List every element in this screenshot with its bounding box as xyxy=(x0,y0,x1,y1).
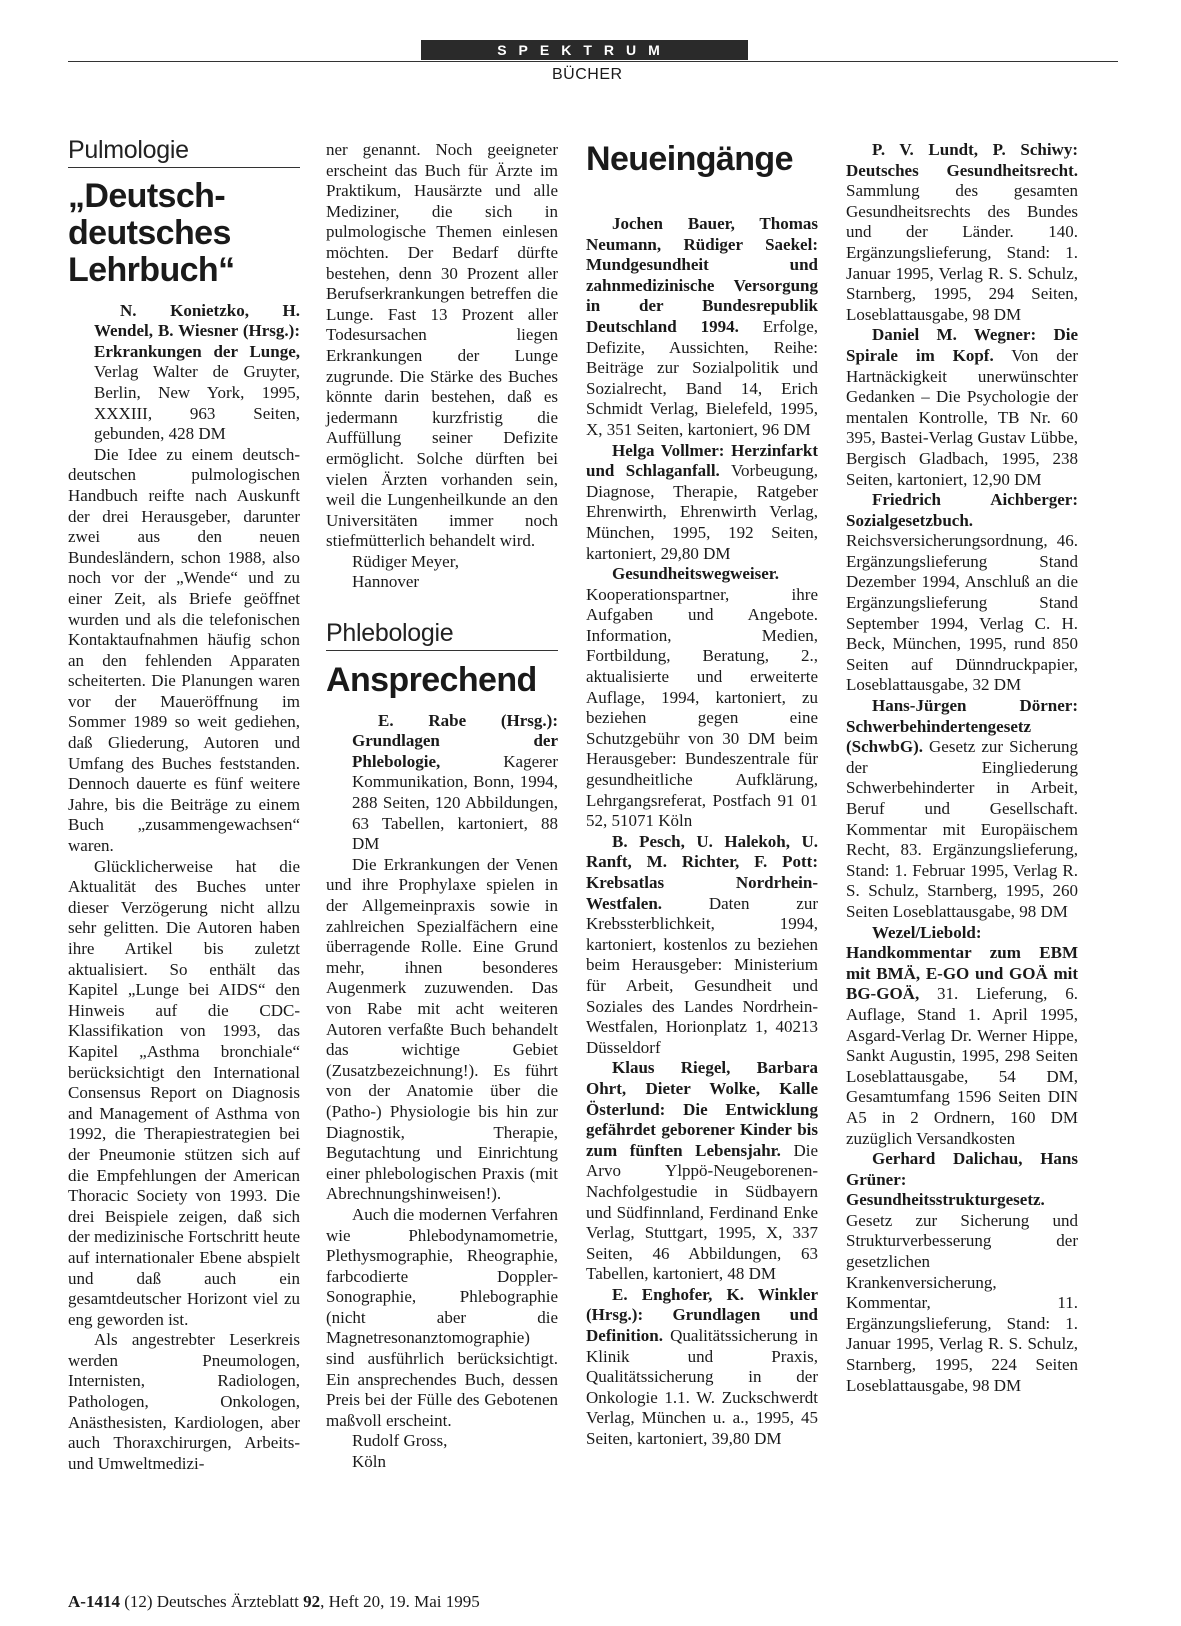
entry-title: Wezel/Liebold: Handkommentar zum EBM mit BMÄ, E-GO und GOÄ mit BG-GOÄ, xyxy=(846,922,1078,1004)
entry-title: Gerhard Dalichau, Hans Grüner: Gesundheitsstrukturgesetz. xyxy=(846,1149,1078,1210)
entry-title: Gesundheitswegweiser. xyxy=(612,564,780,584)
reviewer-name: Rudolf Gross, xyxy=(352,1431,448,1451)
book-reference xyxy=(326,711,558,855)
list-item xyxy=(586,214,818,441)
issue-date: , Heft 20, 19. Mai 1995 xyxy=(320,1592,480,1611)
entry-details: Gesetz zur Sicherung der Eingliederung Schwerbehinderter in Arbeit, Beruf und Gesellschaft. Kommentar mit Europäischem Recht, 83. Ergänzungslieferung, Stand: 1. Februar 1995, Verlag R. S. Schulz, Starnberg, 1995, 260 Seiten Loseblattausgabe, 98 DM xyxy=(846,737,1078,921)
column-3 xyxy=(586,140,818,1450)
book-reference-bold: E. Rabe (Hrsg.): Grundlagen der Phlebologie, xyxy=(352,710,558,771)
entry-details: Gesetz zur Sicherung und Strukturverbesserung der gesetzlichen Krankenversicherung, Kommentar, 11. Ergänzungslieferung, Stand: 1. Januar 1995, Verlag R. S. Schulz, Starnberg, 1995, 224 Seiten Loseblattausgabe, 98 DM xyxy=(846,1210,1078,1395)
volume-number: 92 xyxy=(303,1592,321,1611)
page-footer xyxy=(68,1592,480,1612)
entry-details: Vorbeugung, Diagnose, Therapie, Ratgeber Ehrenwirth, Ehrenwirth Verlag, München, 1995, 192 Seiten, kartoniert, 29,80 DM xyxy=(586,461,818,563)
kicker-phlebologie: Phlebologie xyxy=(326,623,558,651)
entry-details: Qualitätssicherung in Klinik und Praxis, Qualitätssicherung in der Onkologie 1.1. W. Zuckschwerdt Verlag, München u. a., 1995, 45 Seiten, kartoniert, 39,80 DM xyxy=(586,1326,818,1449)
reviewer-city: Köln xyxy=(352,1452,386,1472)
entry-details: Daten zur Krebssterblichkeit, 1994, kartoniert, kostenlos zu beziehen beim Herausgeber: Ministerium für Arbeit, Gesundheit und Soziales des Landes Nordrhein-Westfalen, Horionplatz 1, 40213 Düsseldorf xyxy=(586,893,818,1057)
book-reference-bold: N. Konietzko, H. Wendel, B. Wiesner (Hrsg.): Erkrankungen der Lunge, xyxy=(94,300,300,361)
page-number: A-1414 xyxy=(68,1592,120,1611)
entry-details: Von der Hartnäckigkeit unerwünschter Gedanken – Die Psychologie der mentalen Kontrolle, TB Nr. 60 395, Bastei-Verlag Gustav Lübbe, Bergisch Gladbach, 1995, 238 Seiten, kartoniert, 12,90 DM xyxy=(846,345,1078,489)
list-item xyxy=(586,441,818,565)
section-headline: Neueingänge xyxy=(586,140,793,178)
list-item xyxy=(846,696,1078,923)
column-1 xyxy=(68,136,300,1474)
paragraph: Die Erkrankungen der Venen und ihre Prophylaxe spielen in der Allgemeinpraxis sowie in zahlreichen Spezialfächern eine überragende Rolle. Eine Grund mehr, ihnen besonderes Augenmerk zuzuwenden. Das von Rabe mit acht weiteren Autoren verfaßte Buch behandelt das wichtige Gebiet (Zusatzbezeichnung!). Es führt von der Anatomie über die (Patho-) Physiologie bis hin zur Diagnostik, Therapie, Begutachtung und Einrichtung einer phlebologischen Praxis (mit Abrechnungshinweisen!). xyxy=(326,854,558,1204)
reviewer-city: Hannover xyxy=(352,572,420,592)
entry-title: B. Pesch, U. Halekoh, U. Ranft, M. Richter, F. Pott: Krebsatlas Nordrhein-Westfalen. xyxy=(586,831,818,913)
entry-title: Klaus Riegel, Barbara Ohrt, Dieter Wolke, Kalle Österlund: Die Entwicklung gefährdet geborener Kinder bis zum fünften Lebensjahr. xyxy=(586,1058,818,1160)
paragraph: ner genannt. Noch geeigneter erscheint das Buch für Ärzte im Praktikum, Hausärzte und alle Mediziner, die sich in pulmologische Themen einlesen möchten. Der Bedarf dürfte bestehen, denn 30 Prozent aller Berufserkrankungen betreffen die Lunge. Fast 13 Prozent aller Todesursachen liegen Erkrankungen der Lunge zugrunde. Die Stärke des Buches könnte darin bestehen, daß es jedermann kurzfristig die Auffüllung seiner Defizite ermöglicht. Solche dürften bei vielen Ärzten vorhanden sein, weil die Lungenheilkunde an den Universitäten immer noch stiefmütterlich behandelt wird. xyxy=(326,140,558,551)
column-2 xyxy=(326,140,558,1473)
reviewer-name: Rüdiger Meyer, xyxy=(352,551,459,571)
list-item xyxy=(846,1149,1078,1396)
book-reference-details: Kagerer Kommunikation, Bonn, 1994, 288 Seiten, 120 Abbildungen, 63 Tabellen, kartoniert, 88 DM xyxy=(352,751,558,854)
paragraph: Glücklicherweise hat die Aktualität des Buches unter dieser Verzögerung nicht allzu sehr gelitten. Die Autoren haben ihre Artikel bis zuletzt aktualisiert. So enthält das Kapitel „Lunge bei AIDS“ den Hinweis auf die CDC-Klassifikation von 1993, das Kapitel „Asthma bronchiale“ berücksichtigt den International Consensus Report on Diagnosis and Management of Asthma von 1992, die Therapiestrategien bei der Pneumonie stützen sich auf die Empfehlungen der American Thoracic Society von 1993. Die drei Beispiele zeigen, daß sich der medizinische Fortschritt heute auf internationaler Ebene abspielt und daß auch ein gesamtdeutscher Horizont viel zu eng geworden ist. xyxy=(68,856,300,1329)
article-headline: „Deutsch-deutsches Lehrbuch“ xyxy=(68,176,235,289)
journal-name: (12) Deutsches Ärzteblatt xyxy=(119,1592,304,1611)
list-item xyxy=(586,832,818,1059)
paragraph: Die Idee zu einem deutsch-deutschen pulmologischen Handbuch reifte nach Auskunft der drei Herausgeber, darunter zwei aus den neuen Bundesländern, schon 1988, also noch vor der „Wende“ und zu einer Zeit, als Briefe geöffnet wurden und als die telefonischen Kontaktaufnahmen häufig schon an den fehlenden Apparaten scheiterten. Die Planungen waren vor der Maueröffnung im Sommer 1989 so weit gediehen, daß Gliederung, Autoren und Umfang des Buches feststanden. Dennoch dauerte es fünf weitere Jahre, bis die Beiträge zu einem Buch „zusammengewachsen“ waren. xyxy=(68,444,300,856)
list-item xyxy=(846,140,1078,325)
entry-title: E. Enghofer, K. Winkler (Hrsg.): Grundlagen und Definition. xyxy=(586,1284,818,1346)
entry-details: Die Arvo Ylppö-Neugeborenen-Nachfolgestudie in Südbayern und Südfinnland, Ferdinand Enke Verlag, Stuttgart, 1995, X, 337 Seiten, 46 Abbildungen, 63 Tabellen, kartoniert, 48 DM xyxy=(586,1140,818,1284)
entry-title: Friedrich Aichberger: Sozialgesetzbuch. xyxy=(846,490,1078,530)
entry-title: Helga Vollmer: Herzinfarkt und Schlaganfall. xyxy=(586,440,818,481)
list-item xyxy=(846,490,1078,696)
list-item xyxy=(586,1285,818,1450)
new-arrivals-list xyxy=(586,214,818,1450)
list-item xyxy=(846,923,1078,1150)
entry-title: Hans-Jürgen Dörner: Schwerbehindertengesetz (SchwbG). xyxy=(846,696,1078,757)
list-item xyxy=(586,1058,818,1285)
article-headline: Ansprechend xyxy=(326,660,537,699)
header-rule xyxy=(68,61,1118,62)
kicker-pulmologie: Pulmologie xyxy=(68,140,300,168)
book-reference-details: Verlag Walter de Gruyter, Berlin, New York, 1995, XXXIII, 963 Seiten, gebunden, 428 DM xyxy=(94,362,300,444)
entry-details: Erfolge, Defizite, Aussichten, Reihe: Beiträge zur Sozialpolitik und Sozialrecht, Band 14, Erich Schmidt Verlag, Bielefeld, 1995, X, 351 Seiten, kartoniert, 96 DM xyxy=(586,316,818,439)
book-reference xyxy=(68,301,300,445)
entry-title: Daniel M. Wegner: Die Spirale im Kopf. xyxy=(846,325,1078,365)
list-item xyxy=(846,325,1078,490)
entry-title: Jochen Bauer, Thomas Neumann, Rüdiger Saekel: Mundgesundheit und zahnmedizinische Versorgung in der Bundesrepublik Deutschland 1994. xyxy=(586,214,818,336)
entry-details: 31. Lieferung, 6. Auflage, Stand 1. April 1995, Asgard-Verlag Dr. Werner Hippe, Sankt Augustin, 1995, 298 Seiten Loseblattausgabe, 54 DM, Gesamtumfang 1596 Seiten DIN A5 in 2 Ordnern, 160 DM zuzüglich Versandkosten xyxy=(846,984,1078,1148)
list-item xyxy=(586,564,818,832)
entry-details: Sammlung des gesamten Gesundheitsrechts des Bundes und der Länder. 140. Ergänzungslieferung, Stand: 1. Januar 1995, Verlag R. S. Schulz, Starnberg, 1995, 294 Seiten, Loseblattausgabe, 98 DM xyxy=(846,181,1078,324)
paragraph: Auch die modernen Verfahren wie Phlebodynamometrie, Plethysmographie, Rheographie, farbcodierte Doppler-Sonographie, Phlebographie (nicht aber die Magnetresonanztomographie) sind ausführlich berücksichtigt. Ein ansprechendes Buch, dessen Preis bei der Fülle des Gebotenen maßvoll erscheint. xyxy=(326,1204,558,1430)
column-4 xyxy=(846,140,1078,1396)
section-banner: SPEKTRUM xyxy=(421,40,748,60)
entry-title: P. V. Lundt, P. Schiwy: Deutsches Gesundheitsrecht. xyxy=(846,140,1078,180)
entry-details: Kooperationspartner, ihre Aufgaben und Angebote. Information, Medien, Fortbildung, Beratung, 2., aktualisierte und erweiterte Auflage, 1994, kartoniert, zu beziehen gegen eine Schutzgebühr von 30 DM beim Herausgeber: Bundeszentrale für gesundheitliche Aufklärung, Lehrgangsreferat, Postfach 91 01 52, 51071 Köln xyxy=(586,584,818,831)
paragraph: Als angestrebter Leserkreis werden Pneumologen, Internisten, Radiologen, Pathologen, Onkologen, Anästhesisten, Kardiologen, aber auch Thoraxchirurgen, Arbeits- und Umweltmedizi- xyxy=(68,1330,300,1473)
entry-details: Reichsversicherungsordnung, 46. Ergänzungslieferung Stand Dezember 1994, Anschluß an die Ergänzungslieferung Stand September 1994, Verlag C. H. Beck, München, 1995, rund 850 Seiten auf Dünndruckpapier, Loseblattausgabe, 32 DM xyxy=(846,531,1078,695)
subsection-label: BÜCHER xyxy=(552,66,623,83)
